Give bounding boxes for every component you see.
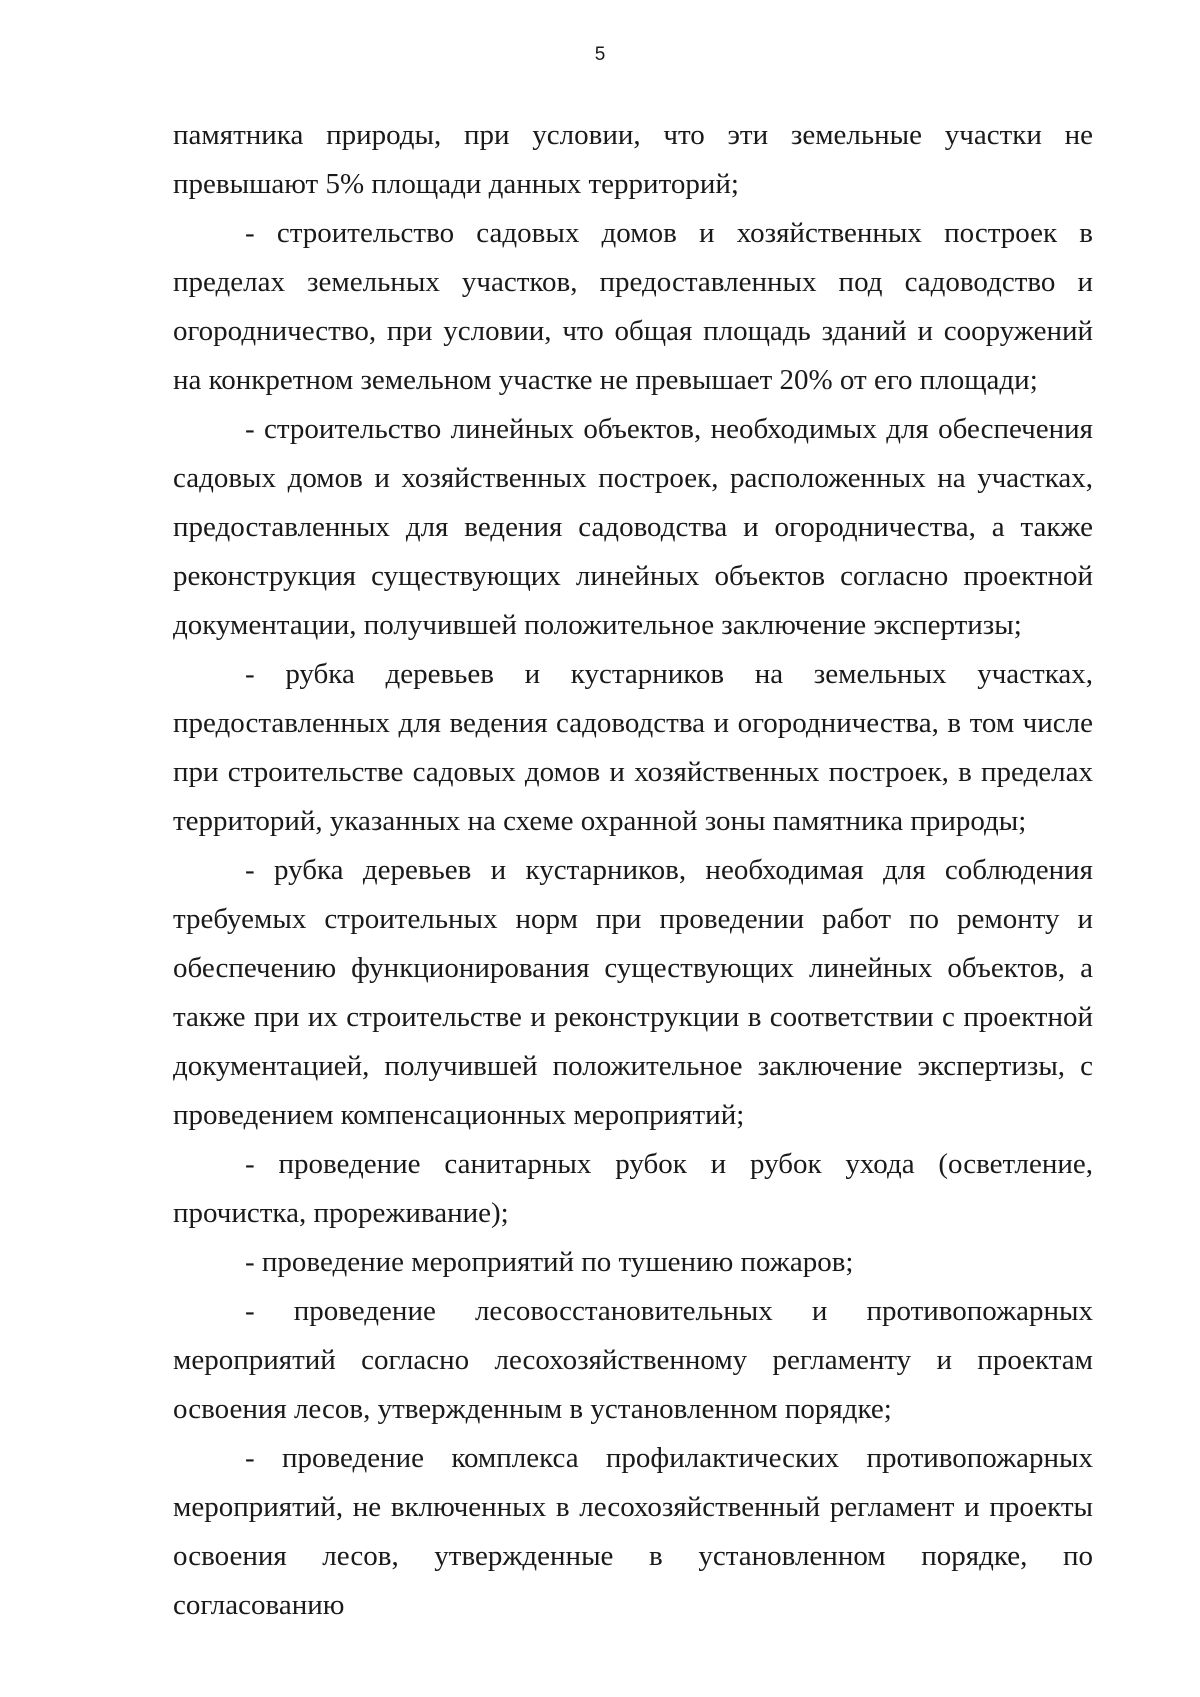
- paragraph-continuation: памятника природы, при условии, что эти земельные участки не превышают 5% площади данных территорий;: [173, 119, 1093, 200]
- paragraph-linear-objects: - строительство линейных объектов, необходимых для обеспечения садовых домов и хозяйственных построек, расположенных на участках, предоставленных для ведения садоводства и огородничества, а также реконструкция существующих линейных объектов согласно проектной документации, получившей положительное заключение экспертизы;: [173, 413, 1093, 641]
- paragraph-sanitary-cutting: - проведение санитарных рубок и рубок ухода (осветление, прочистка, прореживание);: [173, 1148, 1093, 1229]
- paragraph-fire-fighting: - проведение мероприятий по тушению пожаров;: [245, 1246, 854, 1278]
- page-number: 5: [594, 44, 606, 65]
- paragraph-reforestation: - проведение лесовосстановительных и противопожарных мероприятий согласно лесохозяйственному регламенту и проектам освоения лесов, утвержденным в установленном порядке;: [173, 1295, 1093, 1425]
- paragraph-tree-cutting-plots: - рубка деревьев и кустарников на земельных участках, предоставленных для ведения садоводства и огородничества, в том числе при строительстве садовых домов и хозяйственных построек, в пределах территорий, указанных на схеме охранной зоны памятника природы;: [173, 658, 1093, 837]
- paragraph-garden-houses: - строительство садовых домов и хозяйственных построек в пределах земельных участков, предоставленных под садоводство и огородничество, при условии, что общая площадь зданий и сооружений на конкретном земельном участке не превышает 20% от его площади;: [173, 217, 1093, 396]
- paragraph-fire-prevention: - проведение комплекса профилактических противопожарных мероприятий, не включенных в лесохозяйственный регламент и проекты освоения лесов, утвержденные в установленном порядке, по согласованию: [173, 1442, 1093, 1621]
- document-body: [173, 111, 1093, 1630]
- paragraph-tree-cutting-norms: - рубка деревьев и кустарников, необходимая для соблюдения требуемых строительных норм при проведении работ по ремонту и обеспечению функционирования существующих линейных объектов, а также при их строительстве и реконструкции в соответствии с проектной документацией, получившей положительное заключение экспертизы, с проведением компенсационных мероприятий;: [173, 854, 1093, 1131]
